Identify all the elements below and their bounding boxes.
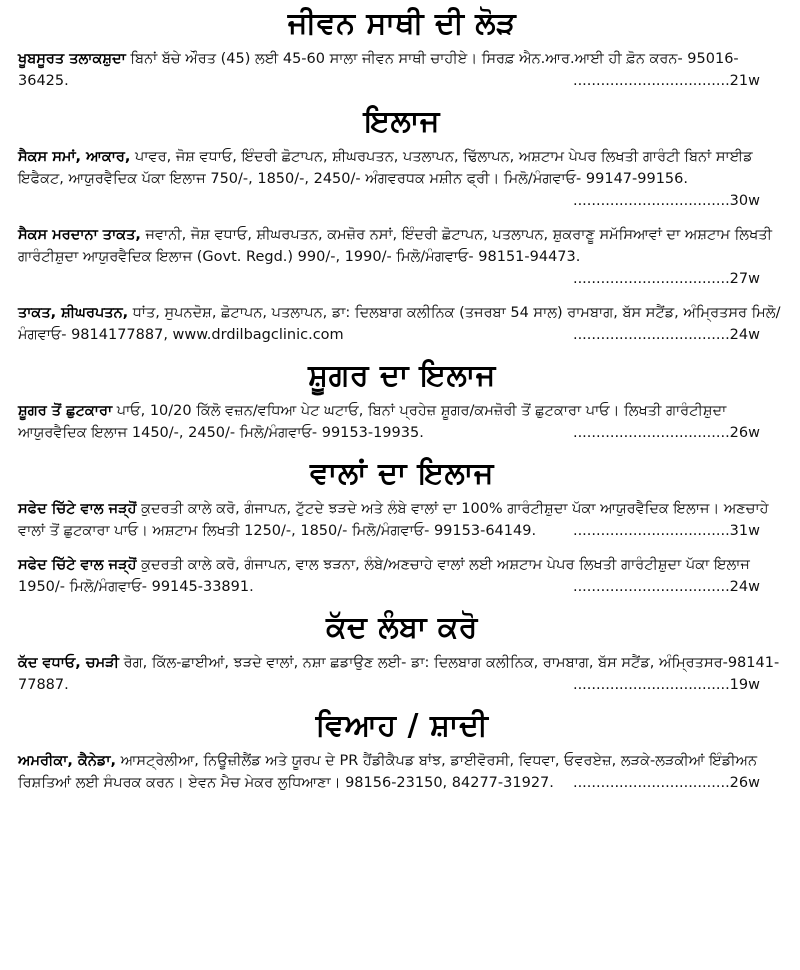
ad-rate-code: ..................................24w	[572, 327, 760, 343]
ad-body-text: ਕੁਦਰਤੀ ਕਾਲੇ ਕਰੋ, ਗੰਜਾਪਨ, ਵਾਲ ਝੜਨਾ, ਲੰਬੇ/ਅਣਚਾਹੇ ਵਾਲਾਂ ਲਈ ਅਸ਼ਟਾਮ ਪੇਪਰ ਲਿਖਤੀ ਗਾਰੰਟੀਸ਼ੁਦਾ ਪੱਕਾ ਇਲਾਜ 1950/- ਮਿਲੋ/ਮੰਗਵਾਓ- 99145-33891.	[18, 557, 750, 595]
ad-lead-text: ਸਫੇਦ ਚਿੱਟੇ ਵਾਲ ਜੜ੍ਹੋਂ	[18, 557, 137, 573]
ad-body-text: ਆਸਟ੍ਰੇਲੀਆ, ਨਿਊਜ਼ੀਲੈਂਡ ਅਤੇ ਯੂਰਪ ਦੇ PR ਹੈਂਡੀਕੈਪਡ ਬਾਂਝ, ਡਾਈਵੋਰਸੀ, ਵਿਧਵਾ, ਓਵਰਏਜ਼, ਲੜਕੇ-ਲੜਕੀਆਂ ਇੰਡੀਅਨ ਰਿਸ਼ਤਿਆਂ ਲਈ ਸੰਪਰਕ ਕਰਨ। ਏਵਨ ਮੈਚ ਮੇਕਰ ਲੁਧਿਆਣਾ। 98156-23150, 84277-31927.	[18, 753, 758, 791]
section-heading: ਜੀਵਨ ਸਾਥੀ ਦੀ ਲੋੜ	[287, 6, 517, 41]
section-heading: ਵਾਲਾਂ ਦਾ ਇਲਾਜ	[310, 456, 494, 491]
classified-ad	[18, 652, 786, 696]
ad-body-text: ਰੋਗ, ਕਿੱਲ-ਛਾਈਆਂ, ਝੜਦੇ ਵਾਲਾਂ, ਨਸ਼ਾ ਛਡਾਉਣ ਲਈ- ਡਾ: ਦਿਲਬਾਗ ਕਲੀਨਿਕ, ਰਾਮਬਾਗ, ਬੱਸ ਸਟੈਂਡ, ਅੰਮ੍ਰਿਤਸਰ-98141-77887.	[18, 655, 780, 693]
section-treatment	[18, 104, 786, 346]
section-heading: ਕੱਦ ਲੰਬਾ ਕਰੋ	[326, 610, 478, 645]
section-heading: ਸ਼ੂਗਰ ਦਾ ਇਲਾਜ	[308, 358, 496, 393]
classified-ad	[18, 498, 786, 542]
ad-lead-text: ਸੈਕਸ ਸਮਾਂ, ਆਕਾਰ,	[18, 149, 131, 165]
ad-rate-code: ..................................27w	[572, 271, 760, 287]
section-height-increase	[18, 610, 786, 696]
classified-ad	[18, 224, 786, 290]
section-life-partner	[18, 6, 786, 92]
section-marriage	[18, 708, 786, 794]
ad-body-text: ਪਾਓ, 10/20 ਕਿੱਲੋ ਵਜ਼ਨ/ਵਧਿਆ ਪੇਟ ਘਟਾਓ, ਬਿਨਾਂ ਪ੍ਰਹੇਜ਼ ਸ਼ੂਗਰ/ਕਮਜ਼ੋਰੀ ਤੋਂ ਛੁਟਕਾਰਾ ਪਾਓ। ਲਿਖਤੀ ਗਾਰੰਟੀਸ਼ੁਦਾ ਆਯੁਰਵੈਦਿਕ ਇਲਾਜ 1450/-, 2450/- ਮਿਲੋ/ਮੰਗਵਾਓ- 99153-19935.	[18, 403, 727, 441]
ad-rate-code: ..................................26w	[572, 425, 760, 441]
ad-lead-text: ਅਮਰੀਕਾ, ਕੈਨੇਡਾ,	[18, 753, 116, 769]
ad-rate-code: ..................................30w	[572, 193, 760, 209]
ad-rate-code: ..................................19w	[572, 677, 760, 693]
classified-ad	[18, 554, 786, 598]
ad-body-text: ਜਵਾਨੀ, ਜੋਸ਼ ਵਧਾਓ, ਸ਼ੀਘਰਪਤਨ, ਕਮਜ਼ੋਰ ਨਸਾਂ, ਇੰਦਰੀ ਛੋਟਾਪਨ, ਪਤਲਾਪਨ, ਸ਼ੁਕਰਾਣੂ ਸਮੱਸਿਆਵਾਂ ਦਾ ਅਸ਼ਟਾਮ ਲਿਖਤੀ ਗਾਰੰਟੀਸ਼ੁਦਾ ਆਯੁਰਵੈਦਿਕ ਇਲਾਜ (Govt. Regd.) 990/-, 1990/- ਮਿਲੋ/ਮੰਗਵਾਓ- 98151-94473.	[18, 227, 772, 265]
classified-ad	[18, 48, 786, 92]
ad-rate-code: ..................................31w	[572, 523, 760, 539]
classified-ad	[18, 750, 786, 794]
ad-rate-code: ..................................24w	[572, 579, 760, 595]
ad-lead-text: ਸ਼ੂਗਰ ਤੋਂ ਛੁਟਕਾਰਾ	[18, 403, 113, 419]
ad-body-text: ਬਿਨਾਂ ਬੱਚੇ ਔਰਤ (45) ਲਈ 45-60 ਸਾਲਾ ਜੀਵਨ ਸਾਥੀ ਚਾਹੀਏ। ਸਿਰਫ਼ ਐਨ.ਆਰ.ਆਈ ਹੀ ਫ਼ੋਨ ਕਰਨ- 95016-36425.	[18, 51, 739, 89]
section-sugar-treatment	[18, 358, 786, 444]
classified-ad	[18, 146, 786, 212]
section-heading: ਵਿਆਹ / ਸ਼ਾਦੀ	[315, 708, 489, 743]
classified-ad	[18, 302, 786, 346]
ad-body-text: ਕੁਦਰਤੀ ਕਾਲੇ ਕਰੋ, ਗੰਜਾਪਨ, ਟੁੱਟਦੇ ਝੜਦੇ ਅਤੇ ਲੰਬੇ ਵਾਲਾਂ ਦਾ 100% ਗਾਰੰਟੀਸ਼ੁਦਾ ਪੱਕਾ ਆਯੁਰਵੈਦਿਕ ਇਲਾਜ। ਅਣਚਾਹੇ ਵਾਲਾਂ ਤੋਂ ਛੁਟਕਾਰਾ ਪਾਓ। ਅਸ਼ਟਾਮ ਲਿਖਤੀ 1250/-, 1850/- ਮਿਲੋ/ਮੰਗਵਾਓ- 99153-64149.	[18, 501, 769, 539]
section-heading: ਇਲਾਜ	[363, 104, 441, 139]
ad-rate-code: ..................................21w	[572, 73, 760, 89]
ad-lead-text: ਸੈਕਸ ਮਰਦਾਨਾ ਤਾਕਤ,	[18, 227, 141, 243]
ad-body-text: ਧਾਂਤ, ਸੁਪਨਦੋਸ਼, ਛੋਟਾਪਨ, ਪਤਲਾਪਨ, ਡਾ: ਦਿਲਬਾਗ ਕਲੀਨਿਕ (ਤਜਰਬਾ 54 ਸਾਲ) ਰਾਮਬਾਗ, ਬੱਸ ਸਟੈਂਡ, ਅੰਮ੍ਰਿਤਸਰ ਮਿਲੋ/ਮੰਗਵਾਓ- 9814177887, www.drdilbagclinic.com	[18, 305, 781, 343]
ad-body-text: ਪਾਵਰ, ਜੋਸ਼ ਵਧਾਓ, ਇੰਦਰੀ ਛੋਟਾਪਨ, ਸ਼ੀਘਰਪਤਨ, ਪਤਲਾਪਨ, ਢਿੱਲਾਪਨ, ਅਸ਼ਟਾਮ ਪੇਪਰ ਲਿਖਤੀ ਗਾਰੰਟੀ ਬਿਨਾਂ ਸਾਈਡ ਇਫੈਕਟ, ਆਯੁਰਵੈਦਿਕ ਪੱਕਾ ਇਲਾਜ 750/-, 1850/-, 2450/- ਅੰਗਵਰਧਕ ਮਸ਼ੀਨ ਫ੍ਰੀ। ਮਿਲੋ/ਮੰਗਵਾਓ- 99147-99156.	[18, 149, 753, 187]
ad-lead-text: ਤਾਕਤ, ਸ਼ੀਘਰਪਤਨ,	[18, 305, 129, 321]
ad-lead-text: ਖੂਬਸੂਰਤ ਤਲਾਕਸ਼ੁਦਾ	[18, 51, 126, 67]
classified-ad	[18, 400, 786, 444]
ad-lead-text: ਕੱਦ ਵਧਾਓ, ਚਮੜੀ	[18, 655, 119, 671]
ad-lead-text: ਸਫੇਦ ਚਿੱਟੇ ਵਾਲ ਜੜ੍ਹੋਂ	[18, 501, 137, 517]
section-hair-treatment	[18, 456, 786, 598]
ad-rate-code: ..................................26w	[572, 775, 760, 791]
